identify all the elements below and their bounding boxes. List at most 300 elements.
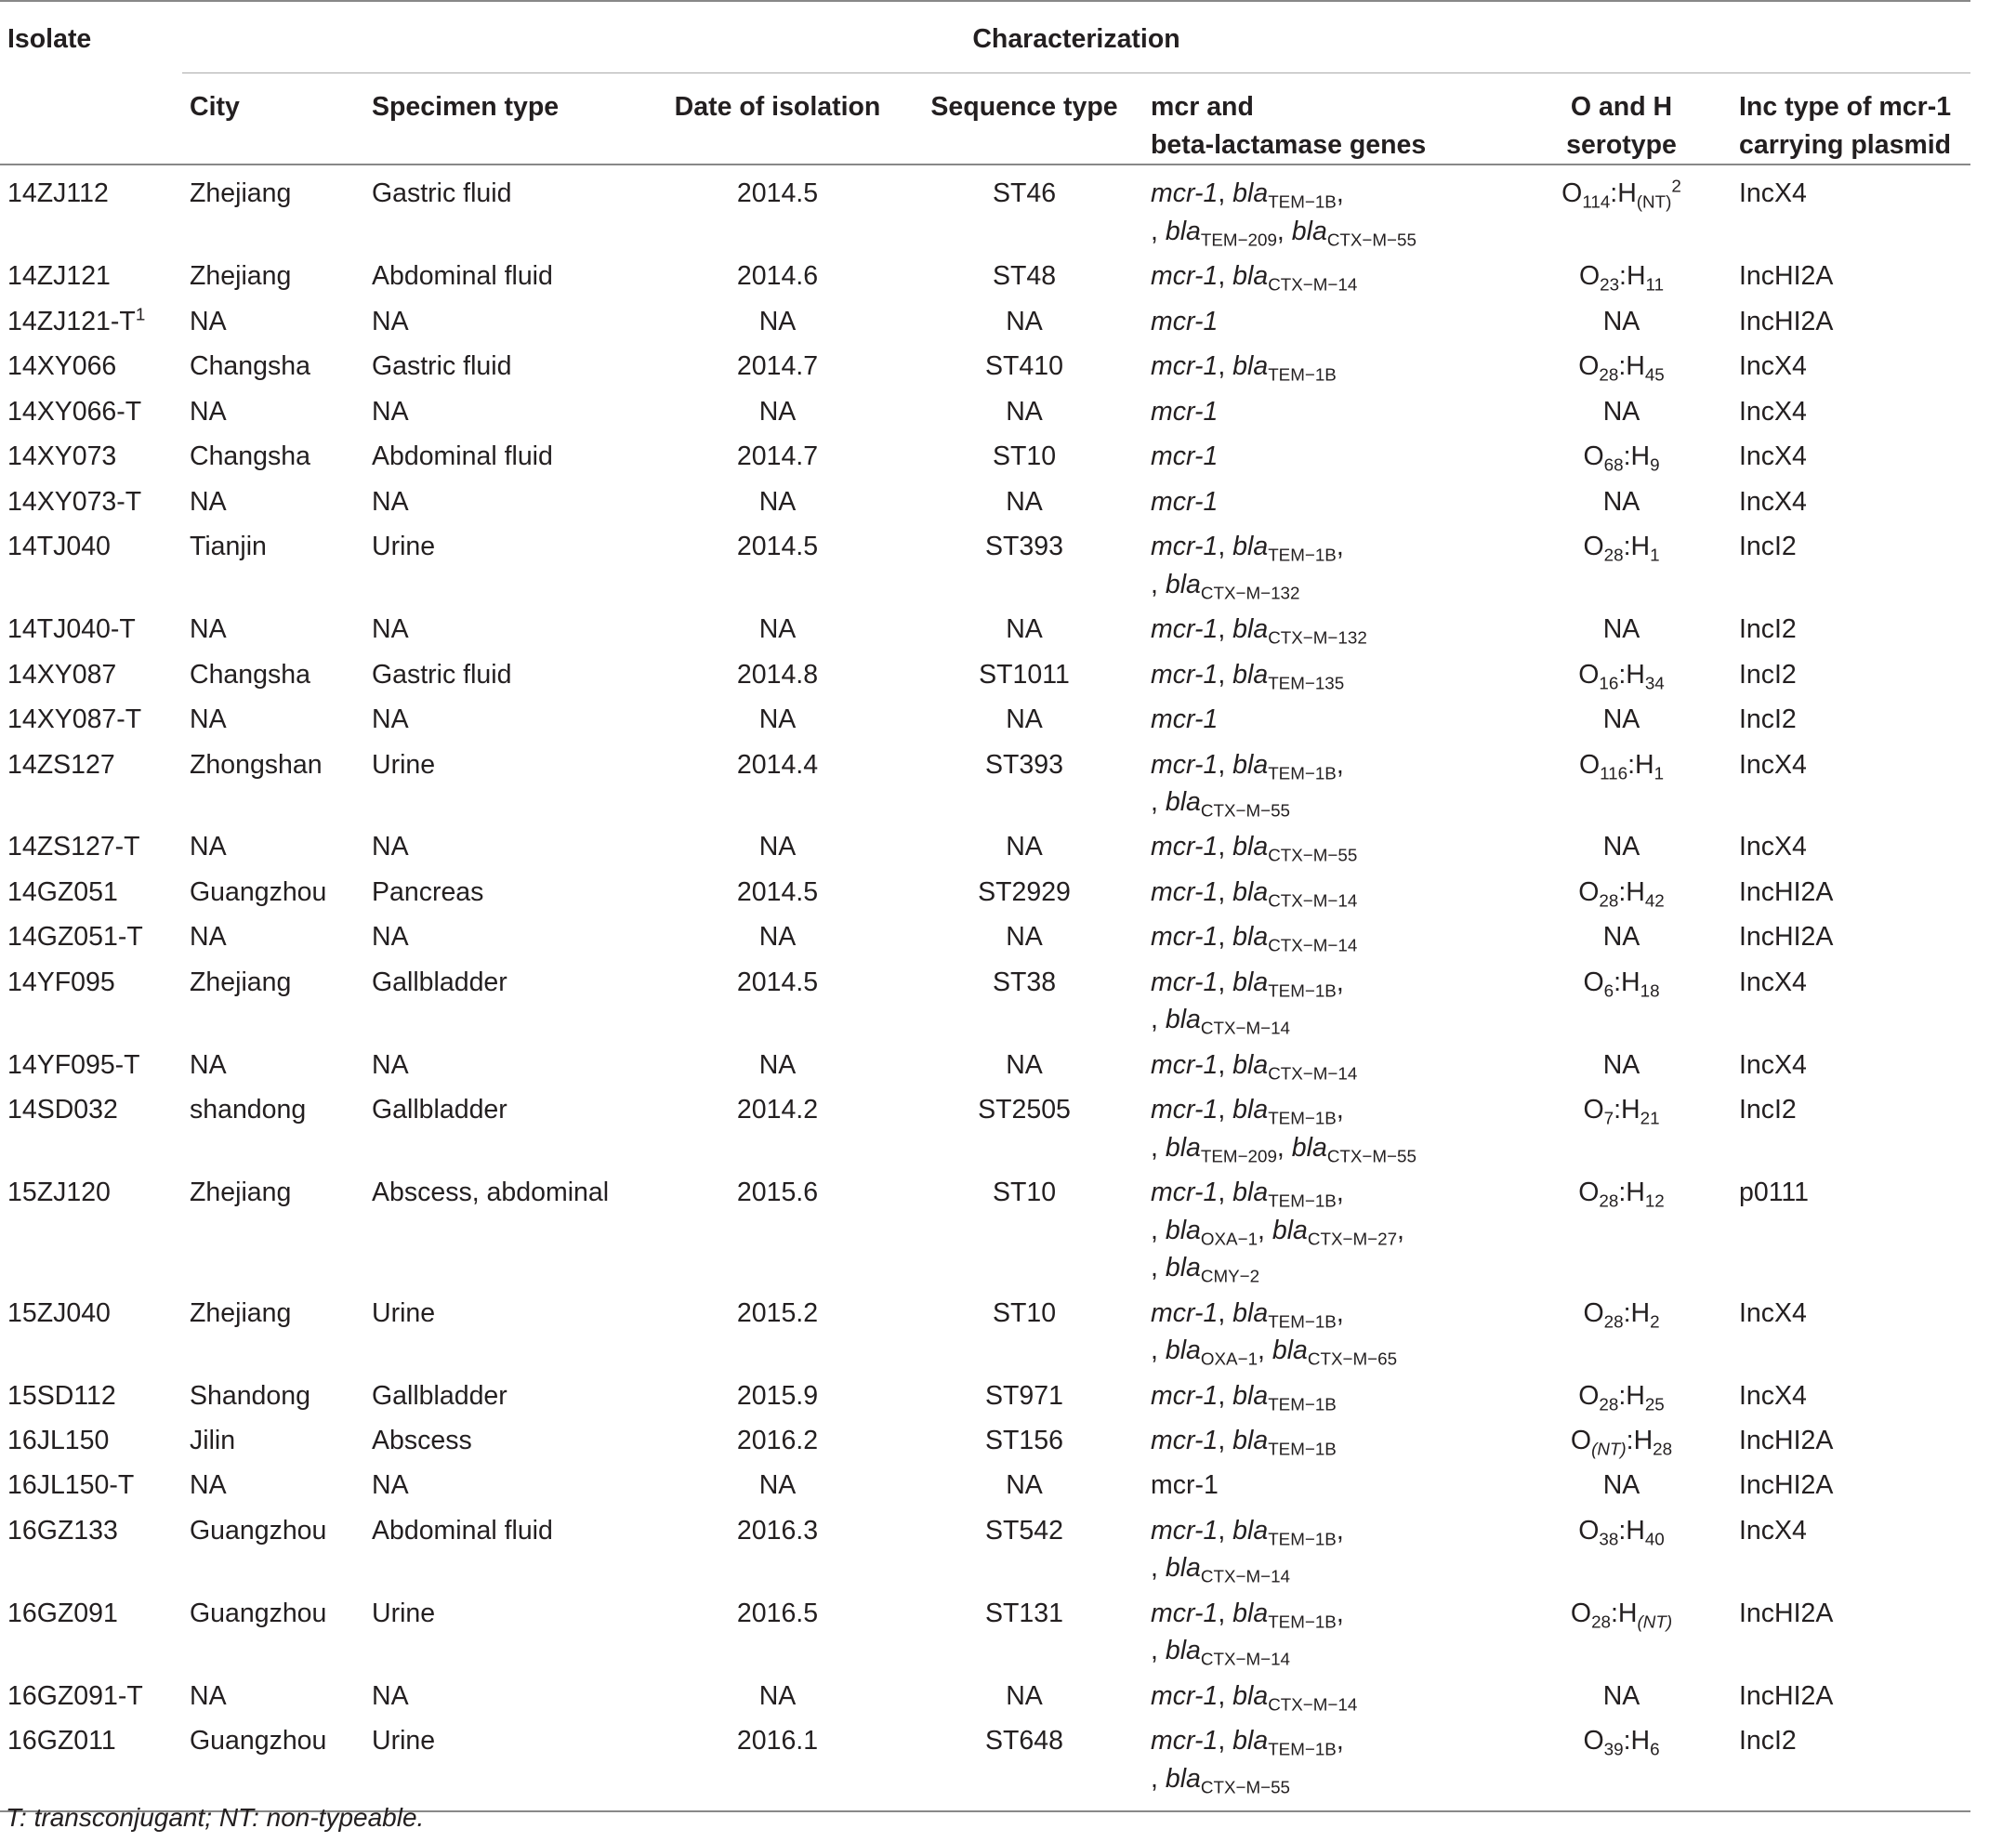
cell-date-of-isolation: 2014.5 bbox=[736, 178, 819, 209]
cell-sequence-type: ST648 bbox=[985, 1726, 1063, 1756]
isolate-id: 16JL150-T bbox=[7, 1470, 135, 1501]
gene-name: bla bbox=[1232, 1049, 1269, 1080]
gene bbox=[1272, 1335, 1398, 1369]
cell-serotype: $O_{38}:H_{40}$ bbox=[1578, 1515, 1665, 1549]
gene-name: mcr-1 bbox=[1151, 749, 1219, 780]
gene-name: bla bbox=[1165, 1636, 1201, 1666]
gene-name: bla bbox=[1232, 832, 1269, 862]
o-antigen: 116 bbox=[1600, 763, 1628, 783]
gene bbox=[1232, 1515, 1337, 1549]
isolate-id: 14GZ051-T bbox=[7, 922, 143, 953]
cell-isolate bbox=[0, 434, 182, 479]
gene-name: bla bbox=[1232, 1380, 1269, 1411]
header-genes-line1: mcr and bbox=[1151, 92, 1254, 123]
isolate-id: 14XY066 bbox=[7, 351, 117, 382]
cell-genes: mcr-1, bla$_{CTX-M-14}$ bbox=[1151, 1049, 1358, 1084]
table-row bbox=[0, 1508, 1970, 1591]
serotype-na: NA bbox=[1602, 486, 1640, 517]
cell-date-of-isolation: 2016.2 bbox=[736, 1426, 819, 1455]
cell-serotype: $O_{28}:H_{25}$ bbox=[1578, 1380, 1665, 1414]
gene bbox=[1151, 832, 1218, 862]
cell-date-of-isolation: NA bbox=[758, 1470, 797, 1501]
gene-variant: CTX−M−14 bbox=[1268, 1063, 1358, 1084]
cell-city: Zhejiang bbox=[190, 967, 292, 997]
h-antigen: (NT) bbox=[1637, 1612, 1673, 1632]
isolate-id: 14ZJ121 bbox=[7, 261, 111, 292]
cell-inc-type: IncX4 bbox=[1739, 486, 1807, 517]
isolate-id: 15SD112 bbox=[7, 1380, 116, 1411]
gene bbox=[1151, 1599, 1218, 1628]
cell-isolate bbox=[0, 1463, 182, 1507]
cell-isolate bbox=[0, 1674, 182, 1718]
cell-genes: mcr-1, bla$_{TEM-1B}$, , bla$_{TEM-209}$, bla$_{CTX-M-55}$ bbox=[1151, 1095, 1416, 1166]
cell-city: NA bbox=[190, 306, 227, 336]
table-row bbox=[0, 1170, 1970, 1290]
cell-sequence-type: ST393 bbox=[985, 532, 1063, 562]
gene-variant: OXA−1 bbox=[1200, 1349, 1258, 1369]
cell-inc-type: IncHI2A bbox=[1739, 306, 1834, 336]
table-row bbox=[0, 299, 1970, 344]
header-row-2 bbox=[0, 73, 1970, 164]
gene bbox=[1151, 261, 1218, 291]
isolate-id: 14YF095-T bbox=[7, 1049, 140, 1080]
cell-genes: mcr-1, bla$_{CTX-M-132}$ bbox=[1151, 614, 1367, 648]
cell-city: Changsha bbox=[190, 351, 310, 382]
gene bbox=[1151, 351, 1218, 381]
gene-variant: CTX−M−65 bbox=[1307, 1349, 1398, 1369]
cell-inc-type: IncX4 bbox=[1739, 832, 1807, 862]
o-antigen: 28 bbox=[1599, 364, 1619, 385]
cell-genes: mcr-1, bla$_{TEM-1B}$, , bla$_{CTX-M-132}$ bbox=[1151, 532, 1344, 603]
gene-variant: CTX−M−55 bbox=[1268, 846, 1358, 866]
gene-name: bla bbox=[1232, 1726, 1269, 1756]
isolate-id: 14TJ040-T bbox=[7, 614, 136, 645]
gene-variant: CTX−M−55 bbox=[1200, 1777, 1291, 1797]
cell-city: Guangzhou bbox=[190, 1726, 327, 1756]
cell-date-of-isolation: 2015.6 bbox=[736, 1178, 819, 1208]
cell-serotype: $O_6:H_{18}$ bbox=[1583, 967, 1660, 1001]
gene bbox=[1151, 487, 1218, 517]
gene-name: bla bbox=[1232, 178, 1269, 209]
gene-name: mcr-1 bbox=[1151, 178, 1219, 209]
cell-date-of-isolation: 2014.8 bbox=[736, 659, 819, 690]
cell-city: NA bbox=[190, 1470, 227, 1501]
cell-serotype: $O_{28}:H_1$ bbox=[1583, 532, 1660, 565]
header-isolate: Isolate bbox=[7, 24, 92, 54]
header-inc-type bbox=[1732, 73, 1970, 164]
table-row bbox=[0, 1418, 1970, 1463]
gene-variant: TEM−1B bbox=[1268, 1191, 1337, 1211]
cell-inc-type: IncI2 bbox=[1739, 659, 1797, 690]
gene-name: bla bbox=[1291, 1132, 1327, 1163]
table-row bbox=[0, 254, 1970, 298]
cell-inc-type: IncX4 bbox=[1739, 441, 1807, 472]
gene-name: bla bbox=[1232, 1515, 1269, 1546]
o-antigen: 28 bbox=[1599, 1394, 1619, 1414]
serotype-na: NA bbox=[1602, 396, 1640, 427]
gene-name: mcr-1 bbox=[1151, 261, 1219, 292]
h-antigen: 1 bbox=[1654, 763, 1665, 783]
cell-specimen-type: Gastric fluid bbox=[372, 351, 512, 382]
o-antigen: 28 bbox=[1599, 890, 1619, 911]
cell-inc-type: IncX4 bbox=[1739, 1049, 1807, 1080]
cell-inc-type: IncI2 bbox=[1739, 1095, 1797, 1125]
gene-name: bla bbox=[1232, 967, 1269, 997]
isolate-id: 14ZS127 bbox=[7, 749, 115, 780]
cell-city: Zhongshan bbox=[190, 749, 323, 780]
cell-city: NA bbox=[190, 1049, 227, 1080]
cell-inc-type: IncX4 bbox=[1739, 1380, 1807, 1411]
cell-isolate bbox=[0, 480, 182, 524]
gene-name: mcr-1 bbox=[1151, 1726, 1219, 1756]
isolate-id: 14XY087-T bbox=[7, 704, 142, 735]
cell-genes bbox=[1143, 480, 1511, 524]
h-antigen: 2 bbox=[1650, 1311, 1660, 1332]
table-row bbox=[0, 697, 1970, 742]
cell-inc-type: IncHI2A bbox=[1739, 876, 1834, 907]
cell-isolate bbox=[0, 824, 182, 869]
isolate-id: 14ZJ112 bbox=[7, 178, 109, 209]
gene bbox=[1165, 1005, 1291, 1038]
gene-variant: CTX−M−55 bbox=[1326, 1146, 1416, 1166]
cell-isolate bbox=[0, 344, 182, 388]
gene-name: bla bbox=[1232, 1297, 1269, 1328]
gene-name: mcr-1 bbox=[1151, 1297, 1219, 1328]
cell-date-of-isolation: 2016.1 bbox=[736, 1726, 819, 1756]
o-antigen: 7 bbox=[1603, 1108, 1614, 1128]
cell-date-of-isolation: 2014.5 bbox=[736, 876, 819, 907]
cell-date-of-isolation: 2014.5 bbox=[736, 967, 819, 997]
gene bbox=[1232, 1095, 1337, 1128]
cell-specimen-type: Abscess, abdominal bbox=[372, 1178, 610, 1208]
gene bbox=[1232, 922, 1358, 955]
table-row bbox=[0, 434, 1970, 479]
gene bbox=[1232, 614, 1367, 648]
cell-serotype: $O_{28}:H_{42}$ bbox=[1578, 876, 1665, 911]
header-date-of-isolation: Date of isolation bbox=[674, 92, 881, 123]
cell-isolate bbox=[0, 389, 182, 434]
cell-isolate bbox=[0, 524, 182, 607]
isolate-id: 14XY087 bbox=[7, 659, 117, 690]
cell-sequence-type: ST10 bbox=[992, 441, 1057, 472]
h-antigen: 34 bbox=[1644, 673, 1665, 693]
cell-sequence-type: ST542 bbox=[985, 1515, 1063, 1546]
header-row-1 bbox=[0, 1, 1970, 73]
cell-sequence-type: ST131 bbox=[985, 1598, 1063, 1628]
gene bbox=[1232, 1726, 1337, 1759]
gene bbox=[1151, 1516, 1218, 1546]
cell-sequence-type: ST10 bbox=[992, 1178, 1057, 1208]
gene-variant: TEM−135 bbox=[1268, 673, 1345, 693]
o-antigen: 6 bbox=[1603, 980, 1614, 1001]
cell-genes: mcr-1, bla$_{CTX-M-14}$ bbox=[1151, 261, 1358, 295]
gene bbox=[1151, 704, 1218, 734]
cell-date-of-isolation: 2014.7 bbox=[736, 441, 819, 472]
o-antigen: 23 bbox=[1600, 274, 1620, 295]
cell-isolate bbox=[0, 1170, 182, 1290]
cell-date-of-isolation: NA bbox=[758, 832, 797, 862]
cell-serotype: $O_{114}:H_{(NT)}^2$ bbox=[1561, 177, 1681, 212]
gene-variant: TEM−1B bbox=[1268, 191, 1337, 212]
cell-date-of-isolation: NA bbox=[758, 1049, 797, 1080]
gene bbox=[1291, 216, 1416, 250]
cell-isolate bbox=[0, 652, 182, 697]
cell-genes: mcr-1, bla$_{TEM-1B}$ bbox=[1151, 351, 1337, 385]
header-genes bbox=[1143, 73, 1511, 164]
header-serotype-line2: serotype bbox=[1566, 129, 1677, 160]
gene bbox=[1232, 1049, 1358, 1084]
gene bbox=[1151, 750, 1218, 780]
cell-isolate bbox=[0, 164, 182, 254]
cell-specimen-type: Gallbladder bbox=[372, 1095, 507, 1125]
table-row bbox=[0, 1674, 1970, 1718]
cell-inc-type: IncX4 bbox=[1739, 1297, 1807, 1328]
table-row bbox=[0, 960, 1970, 1043]
cell-genes: mcr-1, bla$_{TEM-1B}$, , bla$_{CTX-M-55}$ bbox=[1151, 1726, 1344, 1797]
gene-name: bla bbox=[1165, 1763, 1201, 1794]
cell-genes: mcr-1, bla$_{TEM-1B}$, , bla$_{TEM-209}$, bla$_{CTX-M-55}$ bbox=[1151, 178, 1416, 250]
cell-specimen-type: Pancreas bbox=[372, 876, 484, 907]
cell-date-of-isolation: NA bbox=[758, 704, 797, 735]
gene-name: bla bbox=[1272, 1335, 1308, 1366]
cell-serotype: $O_{16}:H_{34}$ bbox=[1578, 659, 1665, 693]
cell-specimen-type: NA bbox=[372, 832, 409, 862]
gene-variant: TEM−1B bbox=[1268, 545, 1337, 565]
gene bbox=[1151, 1050, 1218, 1080]
cell-specimen-type: Urine bbox=[372, 1726, 436, 1756]
cell-city: NA bbox=[190, 1680, 227, 1711]
isolate-id: 14ZJ121-T bbox=[7, 306, 136, 336]
gene-plain: mcr-1 bbox=[1151, 1470, 1219, 1501]
cell-serotype bbox=[1511, 480, 1732, 524]
cell-serotype bbox=[1511, 697, 1732, 742]
cell-sequence-type: NA bbox=[1006, 832, 1043, 862]
gene-name: bla bbox=[1232, 351, 1269, 382]
h-antigen: 6 bbox=[1650, 1739, 1660, 1759]
table-row bbox=[0, 1591, 1970, 1674]
cell-genes: mcr-1, bla$_{CTX-M-14}$ bbox=[1151, 876, 1358, 911]
isolate-id: 16GZ011 bbox=[7, 1726, 116, 1756]
cell-city: Zhejiang bbox=[190, 1178, 292, 1208]
gene-name: bla bbox=[1232, 261, 1269, 292]
table-row bbox=[0, 524, 1970, 607]
table-row bbox=[0, 389, 1970, 434]
gene-name: mcr-1 bbox=[1151, 532, 1219, 562]
isolate-id: 14SD032 bbox=[7, 1095, 118, 1125]
serotype-na: NA bbox=[1602, 1470, 1640, 1501]
cell-inc-type: IncHI2A bbox=[1739, 922, 1834, 953]
cell-sequence-type: NA bbox=[1006, 922, 1043, 953]
gene bbox=[1165, 1636, 1291, 1669]
isolate-id: 14TJ040 bbox=[7, 532, 111, 562]
cell-inc-type: IncX4 bbox=[1739, 749, 1807, 780]
serotype-na: NA bbox=[1602, 922, 1640, 953]
cell-sequence-type: ST46 bbox=[992, 178, 1057, 209]
isolate-id: 14ZS127-T bbox=[7, 832, 140, 862]
isolate-id: 16GZ091 bbox=[7, 1598, 118, 1628]
gene-name: mcr-1 bbox=[1151, 967, 1219, 997]
cell-specimen-type: NA bbox=[372, 1470, 409, 1501]
cell-isolate bbox=[0, 960, 182, 1043]
cell-date-of-isolation: NA bbox=[758, 396, 797, 427]
table-row bbox=[0, 914, 1970, 959]
gene bbox=[1151, 1726, 1218, 1756]
gene bbox=[1232, 261, 1358, 295]
cell-inc-type: IncI2 bbox=[1739, 532, 1797, 562]
cell-city: Shandong bbox=[190, 1380, 310, 1411]
cell-genes: mcr-1, bla$_{TEM-1B}$, , bla$_{OXA-1}$, bla$_{CTX-M-65}$ bbox=[1151, 1297, 1398, 1369]
gene bbox=[1232, 876, 1358, 911]
gene-variant: CTX−M−14 bbox=[1268, 890, 1358, 911]
cell-specimen-type: Abscess bbox=[372, 1426, 472, 1455]
gene-name: mcr-1 bbox=[1151, 306, 1219, 336]
cell-genes: mcr-1, bla$_{CTX-M-55}$ bbox=[1151, 832, 1358, 866]
cell-serotype: $O_{23}:H_{11}$ bbox=[1578, 261, 1665, 295]
cell-specimen-type: NA bbox=[372, 922, 409, 953]
gene-name: bla bbox=[1165, 569, 1201, 599]
cell-genes: mcr-1, bla$_{TEM-1B}$ bbox=[1151, 1380, 1337, 1414]
gene bbox=[1151, 877, 1218, 907]
cell-isolate bbox=[0, 1043, 182, 1087]
serotype-footnote-mark: 2 bbox=[1671, 177, 1681, 197]
cell-city: Changsha bbox=[190, 441, 310, 472]
gene-variant: CTX−M−132 bbox=[1268, 627, 1367, 648]
gene-variant: TEM−209 bbox=[1200, 230, 1277, 250]
h-antigen: 45 bbox=[1644, 364, 1665, 385]
cell-inc-type: IncX4 bbox=[1739, 967, 1807, 997]
cell-date-of-isolation: 2015.9 bbox=[736, 1380, 819, 1411]
cell-serotype: $O_{116}:H_1$ bbox=[1578, 749, 1665, 783]
header-serotype bbox=[1511, 73, 1732, 164]
gene-name: mcr-1 bbox=[1151, 614, 1219, 645]
cell-genes: mcr-1, bla$_{TEM-1B}$, , bla$_{CTX-M-14}$ bbox=[1151, 1515, 1344, 1586]
h-antigen: 25 bbox=[1644, 1394, 1665, 1414]
gene-name: bla bbox=[1291, 216, 1327, 246]
cell-city: Guangzhou bbox=[190, 876, 327, 907]
cell-city: Guangzhou bbox=[190, 1515, 327, 1546]
gene bbox=[1232, 1680, 1358, 1715]
gene-name: bla bbox=[1232, 922, 1269, 953]
cell-city: Tianjin bbox=[190, 532, 267, 562]
isolate-id: 14XY073 bbox=[7, 441, 117, 472]
cell-city: shandong bbox=[190, 1095, 307, 1125]
gene bbox=[1272, 1215, 1398, 1249]
cell-inc-type: IncX4 bbox=[1739, 396, 1807, 427]
gene-name: bla bbox=[1232, 1095, 1269, 1125]
cell-specimen-type: NA bbox=[372, 704, 409, 735]
gene-variant: CMY−2 bbox=[1200, 1266, 1260, 1286]
gene-variant: CTX−M−14 bbox=[1268, 935, 1358, 955]
gene bbox=[1165, 1553, 1291, 1586]
serotype-na: NA bbox=[1602, 704, 1640, 735]
gene-name: bla bbox=[1165, 1005, 1201, 1035]
cell-city: NA bbox=[190, 704, 227, 735]
cell-specimen-type: Gastric fluid bbox=[372, 659, 512, 690]
cell-isolate bbox=[0, 1291, 182, 1374]
header-sequence-type: Sequence type bbox=[930, 92, 1118, 123]
h-antigen: 40 bbox=[1644, 1529, 1665, 1549]
h-antigen: 28 bbox=[1653, 1439, 1673, 1459]
cell-genes bbox=[1143, 389, 1511, 434]
gene-name: mcr-1 bbox=[1151, 704, 1219, 735]
cell-sequence-type: NA bbox=[1006, 704, 1043, 735]
isolate-id: 14XY073-T bbox=[7, 486, 142, 517]
gene bbox=[1165, 569, 1300, 603]
table-row bbox=[0, 1374, 1970, 1418]
gene-variant: TEM−1B bbox=[1268, 1439, 1337, 1459]
cell-inc-type: IncI2 bbox=[1739, 1726, 1797, 1756]
table-body bbox=[0, 164, 1970, 1811]
cell-serotype bbox=[1511, 389, 1732, 434]
o-antigen: 114 bbox=[1582, 191, 1611, 212]
cell-genes: mcr-1, bla$_{TEM-135}$ bbox=[1151, 659, 1345, 693]
cell-sequence-type: ST10 bbox=[992, 1297, 1057, 1328]
header-serotype-line1: O and H bbox=[1570, 92, 1673, 123]
gene-name: bla bbox=[1165, 216, 1201, 246]
cell-isolate bbox=[0, 743, 182, 825]
h-antigen: 11 bbox=[1645, 274, 1665, 295]
serotype-na: NA bbox=[1602, 614, 1640, 645]
h-antigen: 21 bbox=[1640, 1108, 1660, 1128]
cell-sequence-type: ST38 bbox=[992, 967, 1057, 997]
h-antigen: 1 bbox=[1650, 545, 1660, 565]
gene-name: mcr-1 bbox=[1151, 351, 1219, 382]
cell-date-of-isolation: 2016.3 bbox=[736, 1515, 819, 1546]
serotype-na: NA bbox=[1602, 1680, 1640, 1711]
gene bbox=[1232, 1598, 1337, 1632]
table-row bbox=[0, 1291, 1970, 1374]
gene-variant: TEM−1B bbox=[1268, 1394, 1337, 1414]
cell-sequence-type: ST971 bbox=[985, 1380, 1063, 1411]
cell-inc-type: IncX4 bbox=[1739, 1515, 1807, 1546]
cell-sequence-type: ST48 bbox=[992, 261, 1057, 292]
gene-variant: CTX−M−27 bbox=[1307, 1229, 1398, 1249]
gene-name: bla bbox=[1165, 1132, 1201, 1163]
cell-date-of-isolation: 2014.2 bbox=[736, 1095, 819, 1125]
gene-name: bla bbox=[1232, 1178, 1269, 1208]
o-antigen: 28 bbox=[1599, 1191, 1619, 1211]
table-row bbox=[0, 1718, 1970, 1811]
gene-variant: TEM−1B bbox=[1268, 1529, 1337, 1549]
cell-date-of-isolation: NA bbox=[758, 486, 797, 517]
cell-genes bbox=[1143, 1463, 1511, 1507]
cell-city: Zhejiang bbox=[190, 178, 292, 209]
gene-name: bla bbox=[1232, 749, 1269, 780]
cell-city: NA bbox=[190, 922, 227, 953]
header-genes-line2: beta-lactamase genes bbox=[1151, 129, 1427, 160]
cell-sequence-type: ST1011 bbox=[979, 659, 1070, 690]
gene-name: mcr-1 bbox=[1151, 659, 1219, 690]
gene-variant: TEM−1B bbox=[1268, 980, 1337, 1001]
table-row bbox=[0, 824, 1970, 869]
cell-isolate bbox=[0, 697, 182, 742]
table-row bbox=[0, 607, 1970, 651]
gene-name: mcr-1 bbox=[1151, 876, 1219, 907]
gene bbox=[1165, 1763, 1291, 1797]
cell-isolate bbox=[0, 254, 182, 298]
gene-variant: OXA−1 bbox=[1200, 1229, 1258, 1249]
h-antigen: 9 bbox=[1650, 454, 1660, 475]
cell-specimen-type: Urine bbox=[372, 749, 436, 780]
cell-isolate bbox=[0, 914, 182, 959]
gene bbox=[1232, 832, 1358, 866]
cell-date-of-isolation: 2014.4 bbox=[736, 749, 819, 780]
cell-sequence-type: NA bbox=[1006, 614, 1043, 645]
cell-serotype: $O_{39}:H_6$ bbox=[1583, 1726, 1660, 1759]
cell-inc-type: IncHI2A bbox=[1739, 1598, 1834, 1628]
gene-name: bla bbox=[1165, 786, 1201, 817]
gene-variant: TEM−1B bbox=[1268, 1311, 1337, 1332]
